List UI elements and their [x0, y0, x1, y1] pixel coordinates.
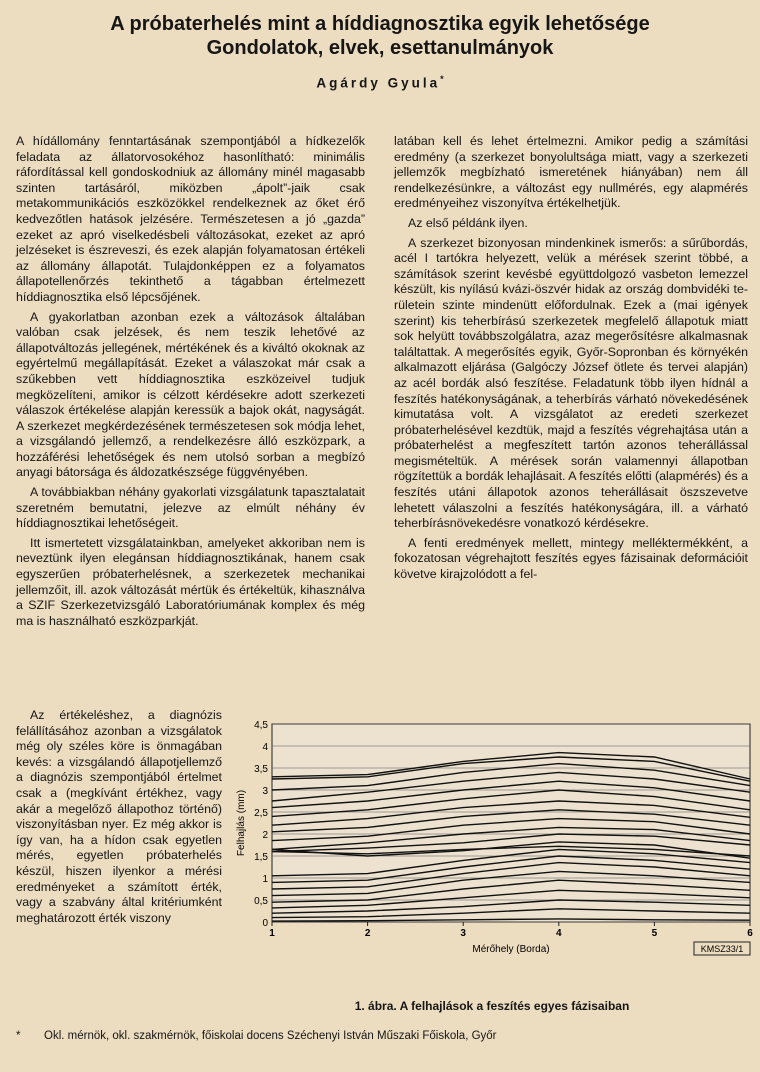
chart-svg	[230, 718, 755, 990]
x-axis-label: Mérőhely (Borda)	[472, 944, 550, 955]
paragraph: A gyakorlatban azonban ezek a változások általában valóban csak jelzések, és nem teszik lehetővé az állapotváltozás jellegének, mértékének és a kiváltó okoknak az egyértelmű megállapítását. Ezeket a válaszokat már csak a szűkebben vett híddiagnosztika eszközeivel tudjuk megközelíteni, amikor is célzott kérdésekre adott szerkezeti válaszok értékelése alapján keressük a bajok okát, nagyságát. A szerkezet megkérdezésének természetesen sok módja lehet, a vizsgálandó jellemző, a rendelkezésre álló eszközpark, a hozzáférési lehetőségek és nem utolsó sorban a megbízó anyagi bátorsága és áldozatkészsége függvényében.	[16, 309, 365, 480]
y-tick-label: 4,5	[254, 720, 268, 731]
paragraph: Itt ismertetett vizsgálatainkban, amelyeket akkoriban nem is neveztünk ilyen elegánsan híddiagnosztikának, hanem csak egyszerűen próbaterhelésnek, a szerkezetek mechanikai jellemzőit, ill. azok változását mértük és értékeltük, kihasználva a SZIF Szerkezetvizsgáló Laboratóriumának komplex és még ma is használható eszközparkját.	[16, 535, 365, 628]
footnote	[16, 1030, 746, 1042]
paragraph: Az első példánk ilyen.	[408, 215, 528, 230]
x-tick-label: 1	[269, 928, 275, 939]
footnote-mark: *	[16, 1030, 21, 1042]
deflection-chart	[230, 718, 755, 990]
paragraph: A fenti eredmények mellett, mintegy melléktermékként, a fokozatosan végrehajtott feszítés egyes fázisainak deformációit követve kirajzolódott a fel-	[394, 535, 748, 582]
x-tick-label: 3	[460, 928, 466, 939]
x-tick-label: 4	[556, 928, 562, 939]
y-tick-label: 2,5	[254, 808, 268, 819]
paragraph: Az értékeléshez, a diagnózis felállításához azonban a vizsgálatok még oly széles köre is önmagában kevés: a vizsgálandó állapotjellemző a diagnózis szempontjából értelmet csak a (megkívánt értékhez, vagy akár a megelőző állapothoz történő) viszonyításban nyer. Ez még akkor is így van, ha a hídon csak egyetlen mérés, egyetlen próbaterhelés készül, hiszen ilyenkor a mérési eredményeket a számított érték, vagy a szabvány által kritériumként meghatározott érték viszony	[16, 708, 222, 925]
title-line-1: A próbaterhelés mint a híddiagnosztika egyik lehetősége	[110, 13, 650, 35]
y-tick-label: 3	[262, 786, 268, 797]
plot-area	[272, 724, 750, 922]
x-tick-label: 6	[747, 928, 753, 939]
y-tick-label: 1,5	[254, 852, 268, 863]
author-footnote-mark: *	[440, 74, 444, 84]
author-name: Agárdy Gyula	[316, 75, 441, 91]
y-tick-label: 0	[262, 918, 268, 929]
footnote-text: Okl. mérnök, okl. szakmérnök, főiskolai docens Széchenyi István Műszaki Főiskola, Győr	[44, 1030, 497, 1042]
paragraph: A szerkezet bizonyosan mindenkinek ismerős: a sűrűbordás, acél I tartókra helyezett, velük a mérések szerint többé, a számítások szerint kevésbé együttdolgozó vasbeton lemezzel készült, kis nyílású kvázi-öszvér hidak az ország dombvidéki területein szinte mindenütt előfordulnak. Ezek a (mai igények szerint) kis teherbírású szerkezetek megfelelő állapotuk miatt sok helyütt továbbszolgálatra, azaz megerősítésre alkalmasnak találtattak. A megerősítés egyik, Győr-Sopronban és környékén alkalmazott eljárása (Galgóczy József ötlete és tervei alapján) az acél bordák alsó feszítése. Feladatunk több ilyen hídnál a feszítés hatékonyságának, a teherbírás várható növekedésének kimutatása volt. A vizsgálatot az eredeti szerkezet próbaterhelésével kezdtük, majd a feszítés végrehajtása után a próbaterhelést a megfeszített tartón azonos teherállással megismételtük. A mérések során valamennyi állapotban rögzítettük a bordák lehajlásait. A feszítés előtti (alapmérés) és a feszítés utáni állapotok azonos teherállásait öszszevetve lehetett válaszolni a feszítés hatékonyságára, ill. a várható teherbírásnövekedésre vonatkozó kérdésekre.	[394, 235, 749, 531]
author	[0, 74, 760, 91]
y-tick-label: 0,5	[254, 896, 268, 907]
y-tick-label: 1	[262, 874, 268, 885]
right-column	[394, 134, 748, 587]
y-tick-label: 4	[262, 742, 268, 753]
title-line-2: Gondolatok, elvek, esettanulmányok	[206, 37, 554, 59]
paragraph: A hídállomány fenntartásának szempontjából a hídkezelők feladata az állatorvosokéhoz hasonlítható: minimális ráfordítással kell gondoskodniuk az állomány minél magasabb szinten tartásáról, miközben „ápolt”-jaik csak metakommunikációs eszközökkel rendelkeznek az őket érő kedvezőtlen hatások jelzésére. Természetesen a jó „gazda” ezeket az apró viselkedésbeli változásokat, ezeket az apró jelzéseket is észreveszi, és ezek alapján folyamatosan értékeli az állomány állapotát. Tulajdonképpen ez a folyamatos állapotellenőrzés tekinthető a tágabban értelmezett híddiagnosztika első lépcsőjének.	[16, 134, 365, 304]
paragraph: latában kell és lehet értelmezni. Amikor pedig a számítási eredmény (a szerkezet bonyolultsága miatt, vagy a szerkezeti jellemzők megbízható ismeretének hiányában) nem áll rendelkezésünkre, a változást egy nullmérés, egy alapmérés eredményeihez viszonyítva értékelhetjük.	[394, 134, 748, 211]
code-label: KMSZ33/1	[700, 944, 744, 954]
left-column	[16, 134, 365, 633]
figure-caption: 1. ábra. A felhajlások a feszítés egyes fázisaiban	[354, 999, 630, 1013]
y-tick-label: 3,5	[254, 764, 268, 775]
x-tick-label: 5	[651, 928, 658, 939]
paragraph: A továbbiakban néhány gyakorlati vizsgálatunk tapasztalatait szeretném bemutatni, jelezve az elmúlt néhány év híddiagnosztikai lehetőségeit.	[16, 485, 365, 531]
narrow-column	[16, 708, 222, 930]
article-title	[0, 12, 760, 60]
y-axis-label: Felhajlás (mm)	[236, 789, 247, 857]
x-tick-label: 2	[364, 928, 371, 939]
y-tick-label: 2	[262, 830, 268, 841]
